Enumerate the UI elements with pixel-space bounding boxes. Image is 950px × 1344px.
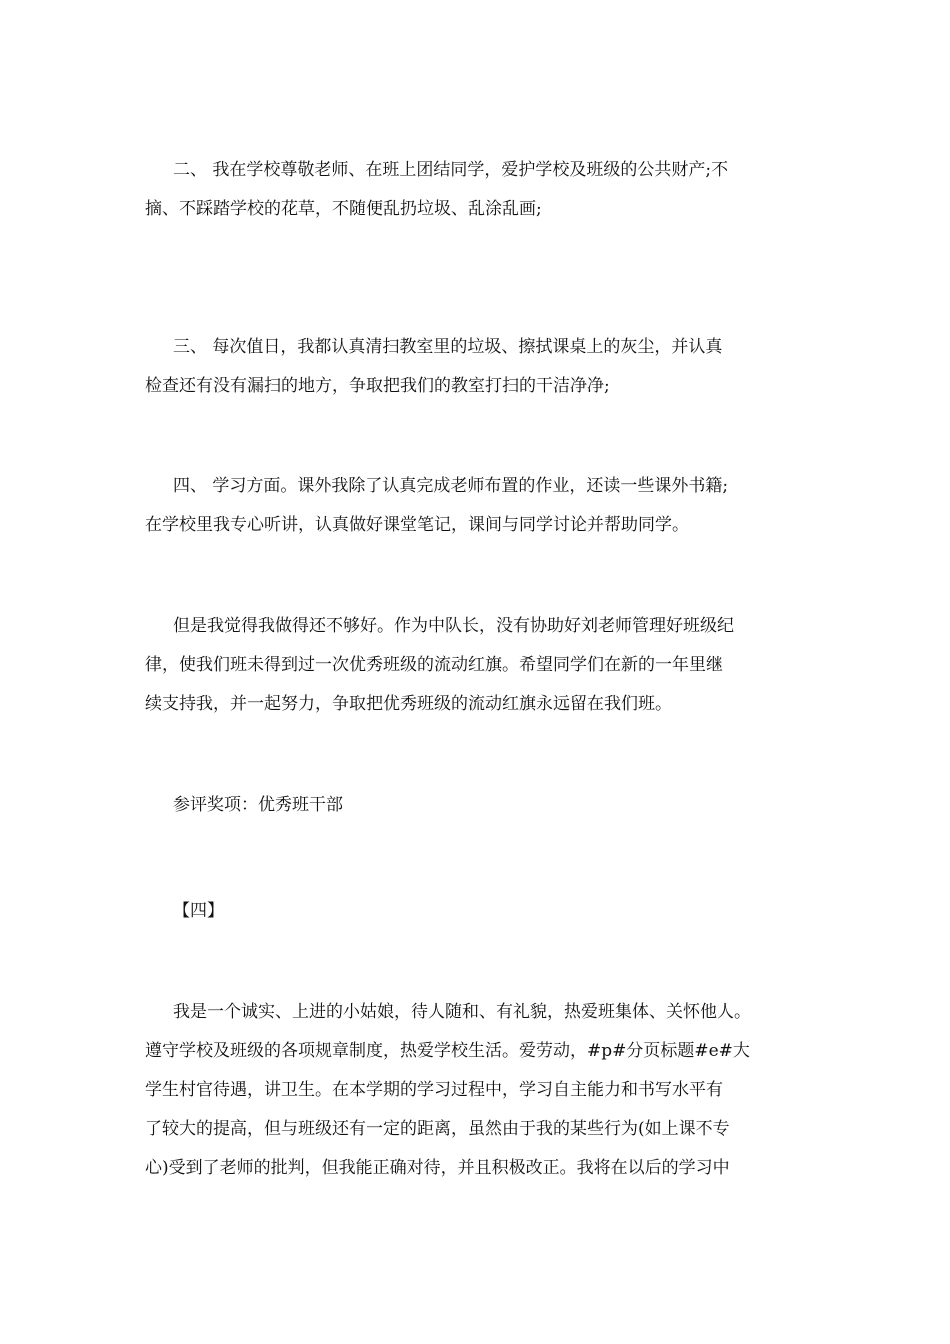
paragraph-section-four-line-5: 心)受到了老师的批判，但我能正确对待，并且积极改正。我将在以后的学习中 xyxy=(145,1158,730,1178)
item-three-line-1: 三、 每次值日，我都认真清扫教室里的垃圾、擦拭课桌上的灰尘，并认真 xyxy=(173,337,723,357)
paragraph-section-four-line-4: 了较大的提高，但与班级还有一定的距离，虽然由于我的某些行为(如上课不专 xyxy=(145,1119,730,1139)
paragraph-section-four-line-3: 学生村官待遇，讲卫生。在本学期的学习过程中，学习自主能力和书写水平有 xyxy=(145,1080,723,1100)
item-four-line-2: 在学校里我专心听讲，认真做好课堂笔记，课间与同学讨论并帮助同学。 xyxy=(145,515,689,535)
paragraph-section-four-line-1: 我是一个诚实、上进的小姑娘，待人随和、有礼貌，热爱班集体、关怀他人。 xyxy=(173,1002,751,1022)
paragraph-self-reflection-line-1: 但是我觉得我做得还不够好。作为中队长，没有协助好刘老师管理好班级纪 xyxy=(173,616,734,636)
item-two-line-1: 二、 我在学校尊敬老师、在班上团结同学，爱护学校及班级的公共财产;不 xyxy=(173,160,729,180)
item-three-line-2: 检查还有没有漏扫的地方，争取把我们的教室打扫的干洁净净; xyxy=(145,376,610,396)
paragraph-self-reflection-line-3: 续支持我，并一起努力，争取把优秀班级的流动红旗永远留在我们班。 xyxy=(145,694,672,714)
item-four-line-1: 四、 学习方面。课外我除了认真完成老师布置的作业，还读一些课外书籍; xyxy=(173,476,729,496)
item-two-line-2: 摘、不踩踏学校的花草，不随便乱扔垃圾、乱涂乱画; xyxy=(145,199,542,219)
paragraph-section-four-line-2: 遵守学校及班级的各项规章制度，热爱学校生活。爱劳动，#p#分页标题#e#大 xyxy=(145,1041,750,1061)
award-category: 参评奖项：优秀班干部 xyxy=(173,795,343,815)
paragraph-self-reflection-line-2: 律，使我们班未得到过一次优秀班级的流动红旗。希望同学们在新的一年里继 xyxy=(145,655,723,675)
section-heading-four: 【四】 xyxy=(173,901,224,921)
